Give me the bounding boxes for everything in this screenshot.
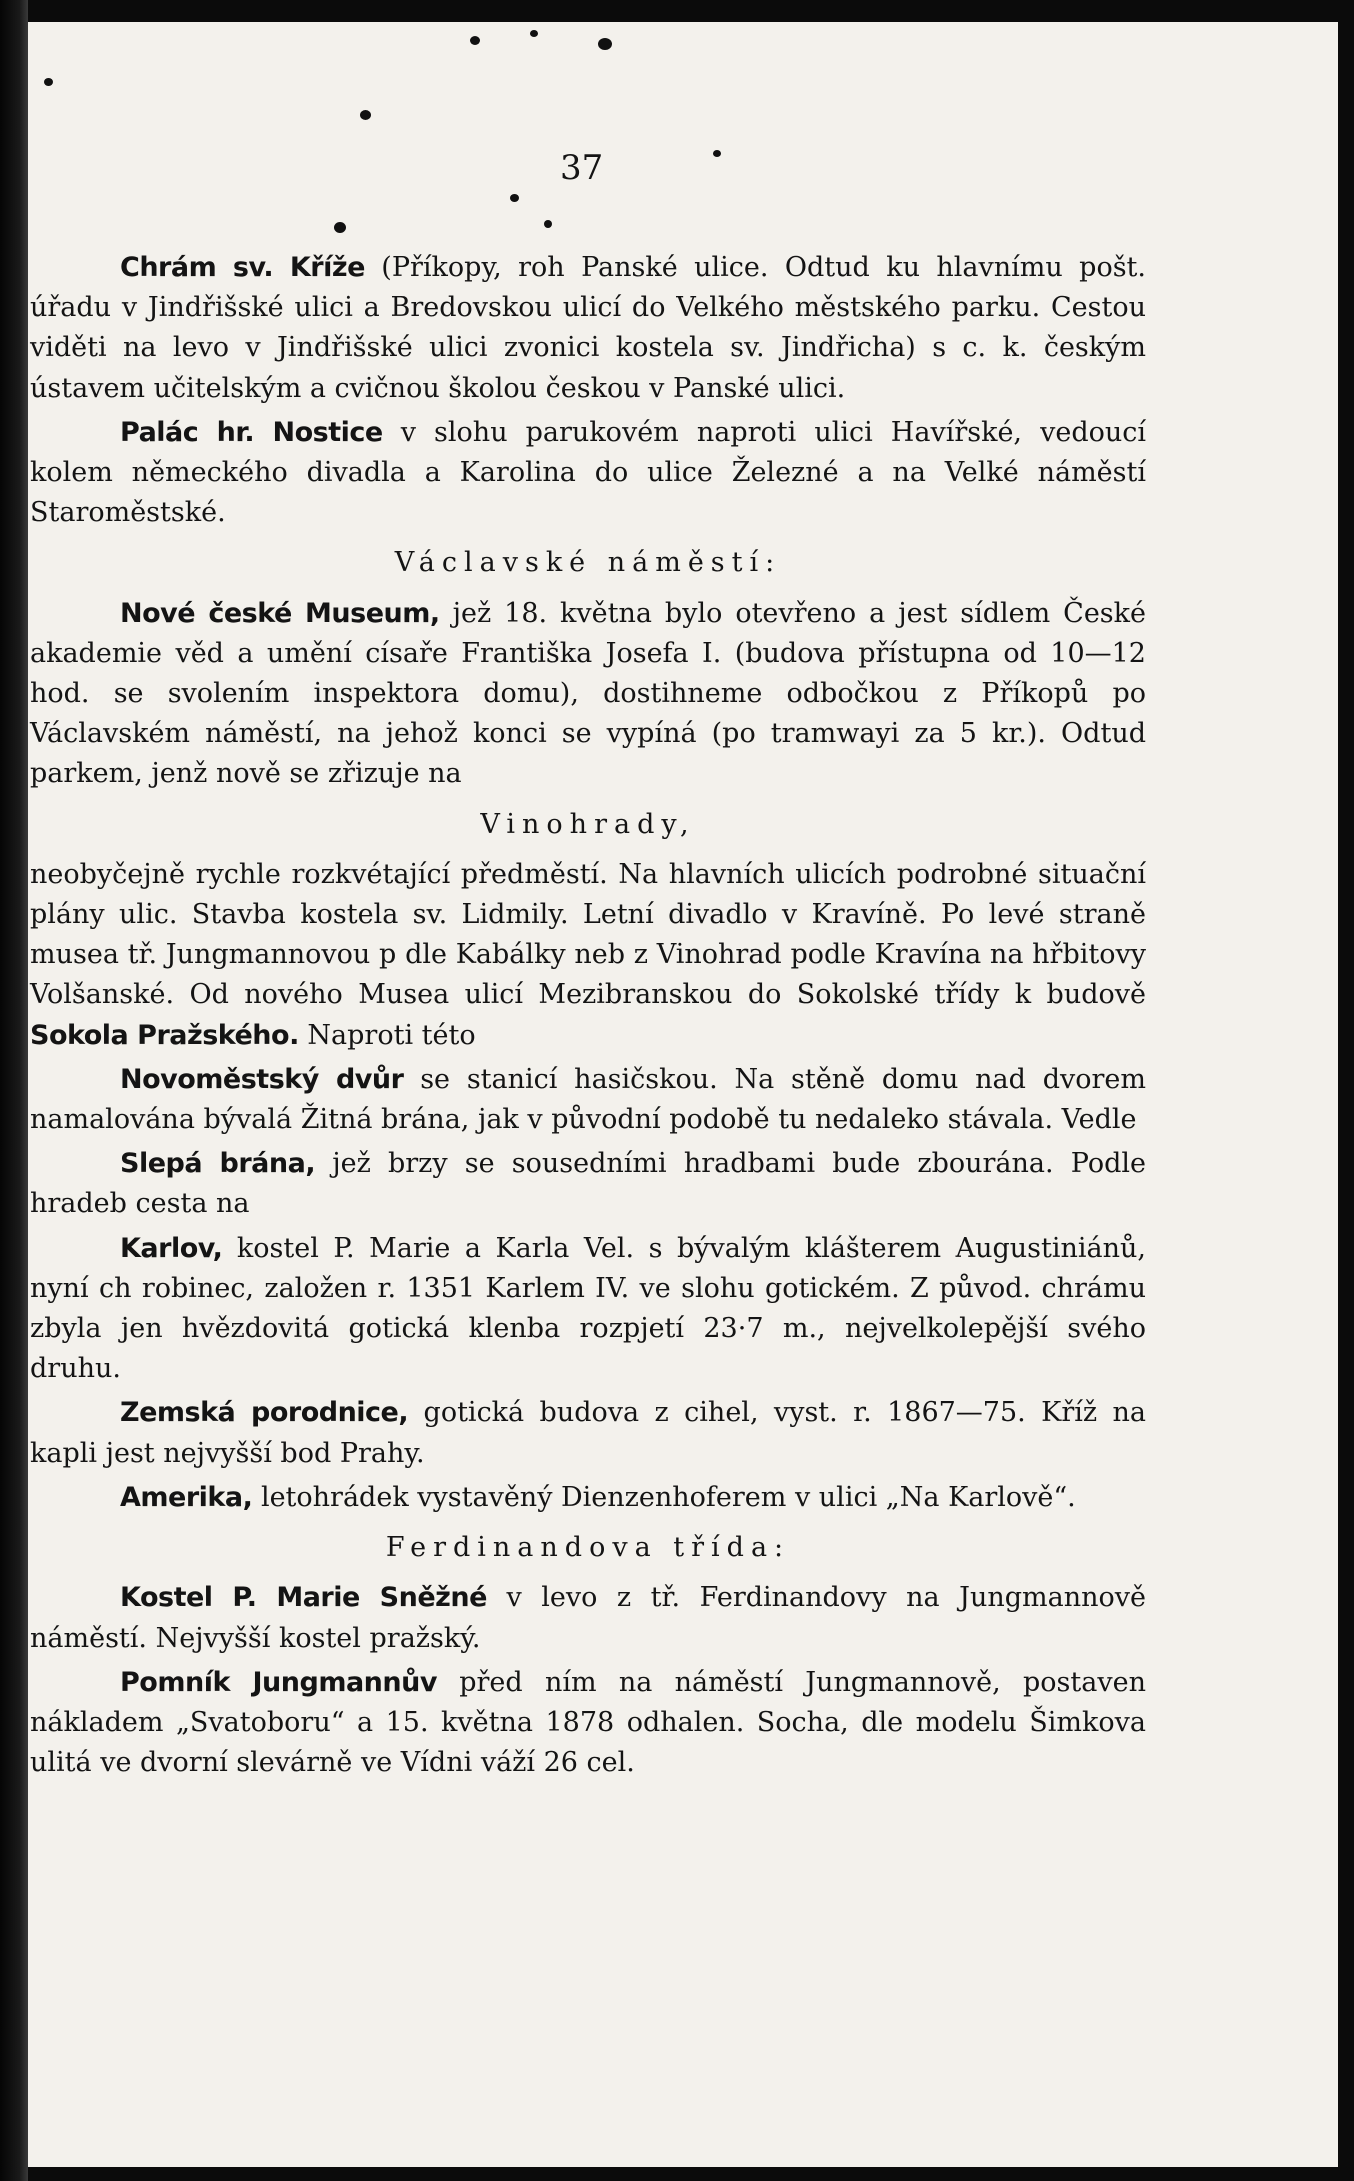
paragraph-text: letohrádek vystavěný Dienzenhoferem v ulici „Na Karlově“. [252,1481,1076,1513]
section-heading: Ferdinandova třída: [385,1532,791,1564]
paragraph-lead: Pomník Jungmannův [120,1666,437,1698]
paragraph-text: jež brzy se sousedními hradbami bude zbourána. Podle hradeb cesta na [30,1148,1146,1220]
paragraph-lead: Nové české Museum, [120,597,440,629]
paragraph [30,1060,1146,1140]
section-heading: Václavské náměstí: [394,547,782,579]
ink-speck [510,194,519,202]
paragraph [30,413,1146,534]
paragraph-text: v slohu parukovém naproti ulici Havířské, vedoucí kolem německého divadla a Karolina do ulice Železné a na Velké náměstí Staroměstské. [30,416,1147,529]
paragraph-text: gotická budova z cihel, vyst. r. 1867—75. Kříž na kapli jest nejvyšší bod Prahy. [30,1397,1146,1469]
paragraph [30,1578,1146,1658]
paragraph-text: před ním na náměstí Jungmannově, postaven nákladem „Svatoboru“ a 15. května 1878 odhalen. Socha, dle modelu Šimkova ulitá ve dvorní slevárně ve Vídni váží 26 cel. [30,1666,1146,1779]
paragraph-lead: Novoměstský dvůr [120,1063,404,1095]
paragraph-lead: Amerika, [120,1481,253,1513]
ink-speck [44,78,53,86]
paragraph [30,1478,1146,1518]
paragraph-text: (Příkopy, roh Panské ulice. Odtud ku hlavnímu pošt. úřadu v Jindřišské ulici a Bredovskou ulicí do Velkého městského parku. Cestou viděti na levo v Jindřišské ulici zvonici kostela sv. Jindřicha) s c. k. českým ústavem učitelským a cvičnou školou českou v Panské ulici. [30,252,1146,404]
paragraph-text: v levo z tř. Ferdinandovy na Jungmannově náměstí. Nejvyšší kostel pražský. [30,1582,1146,1654]
paragraph-lead: Palác hr. Nostice [120,416,383,448]
paragraph [30,1144,1146,1224]
text-column [30,248,1146,1787]
paragraph [30,855,1146,1056]
paragraph [30,1229,1146,1390]
ink-speck [713,150,721,157]
paragraph-text: jež 18. května bylo otevřeno a jest sídlem České akademie věd a umění císaře Františka Josefa I. (budova přístupna od 10—12 hod. se svolením inspektora domu), dostihneme odbočkou z Příkopů po Václavském náměstí, na jehož konci se vypíná (po tramwayi za 5 kr.). Odtud parkem, jenž nově se zřizuje na [30,597,1146,790]
paragraph [30,248,1146,409]
ink-speck [360,110,371,120]
ink-speck [544,220,552,228]
paragraph [30,1663,1146,1784]
paragraph-lead: Kostel P. Marie Sněžné [120,1582,487,1614]
paragraph-lead: Karlov, [120,1232,223,1264]
paragraph-text: neobyčejně rychle rozkvétající předměstí. Na hlavních ulicích podrobné situační plány ulic. Stavba kostela sv. Lidmily. Letní divadlo v Kravíně. Po levé straně musea tř. Jungmannovou p dle Kabálky neb z Vinohrad podle Kravína na hřbitovy Volšanské. Od nového Musea ulicí Mezibranskou do Sokolské třídy k budově [30,858,1146,1011]
paragraph [30,594,1146,795]
ink-speck [470,36,480,45]
ink-speck [530,30,538,37]
paragraph-lead: Slepá brána, [120,1148,316,1180]
paragraph-inline-title: Sokola Pražského. [30,1019,299,1051]
page-number: 37 [560,148,604,188]
paragraph-text: kostel P. Marie a Karla Vel. s bývalým klášterem Augustiniánů, nyní ch robinec, založen r. 1351 Karlem IV. ve slohu gotickém. Z původ. chrámu zbyla jen hvězdovitá gotická klenba rozpjetí 23·7 m., nejvelkolepější svého druhu. [30,1232,1146,1385]
paragraph-lead: Zemská porodnice, [120,1397,409,1429]
paragraph [30,1393,1146,1473]
ink-speck [334,222,346,233]
section-heading: Vinohrady, [480,808,696,840]
paragraph-lead: Chrám sv. Kříže [120,252,365,283]
paragraph-text-tail: Naproti této [298,1019,476,1051]
ink-speck [598,38,612,50]
book-binding-edge [0,0,28,2181]
paragraph-text: se stanicí hasičskou. Na stěně domu nad dvorem namalována bývalá Žitná brána, jak v původní podobě tu nedaleko stávala. Vedle [30,1063,1146,1136]
